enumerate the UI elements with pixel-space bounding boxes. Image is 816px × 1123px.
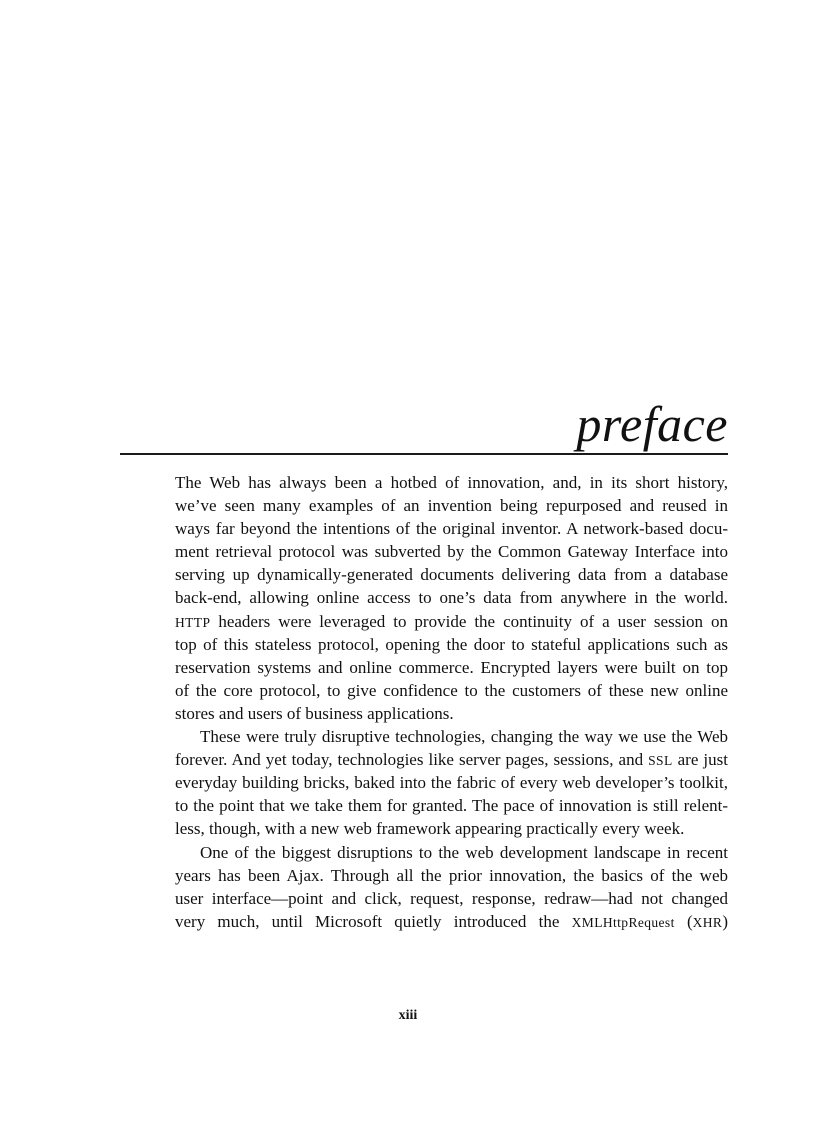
text-line: These were truly disruptive technologies, changing the way we use the Web xyxy=(200,727,728,747)
acronym: HTTP xyxy=(175,614,211,630)
text-line: back-end, allowing online access to one’s data from anywhere in the world. xyxy=(175,588,728,608)
text-line: HTTP headers were leveraged to provide the continuity of a user session on xyxy=(175,611,728,631)
body-text xyxy=(175,471,728,933)
text-line: years has been Ajax. Through all the prior innovation, the basics of the web xyxy=(175,865,728,885)
text-line: less, though, with a new web framework appearing practically every week. xyxy=(175,819,685,839)
text-line: serving up dynamically-generated documents delivering data from a database xyxy=(175,565,728,585)
text-line: top of this stateless protocol, opening the door to stateful applications such as xyxy=(175,634,728,654)
paragraph-1 xyxy=(175,471,728,725)
text-line: ment retrieval protocol was subverted by the Common Gateway Interface into xyxy=(175,542,728,562)
acronym: XHR xyxy=(692,914,723,930)
acronym: SSL xyxy=(648,753,673,769)
text-line: ways far beyond the intentions of the original inventor. A network-based docu- xyxy=(175,519,728,539)
text-line: forever. And yet today, technologies like server pages, sessions, and SSL are just xyxy=(175,750,728,770)
text-line: The Web has always been a hotbed of innovation, and, in its short history, xyxy=(175,473,728,492)
text-line: everyday building bricks, baked into the fabric of every web developer’s toolkit, xyxy=(175,773,728,793)
paragraph-2 xyxy=(175,725,728,840)
text-line: to the point that we take them for granted. The pace of innovation is still relent- xyxy=(175,796,728,816)
chapter-title: preface xyxy=(576,396,728,452)
paragraph-3 xyxy=(175,841,728,933)
chapter-title-rule xyxy=(120,453,728,455)
text-line: of the core protocol, to give confidence to the customers of these new online xyxy=(175,680,728,700)
text-line: user interface—point and click, request, response, redraw—had not changed xyxy=(175,888,728,908)
code-term: XMLHttpRequest xyxy=(571,914,675,930)
text-line: very much, until Microsoft quietly introduced the XMLHttpRequest (XHR) xyxy=(175,911,728,931)
text-line: One of the biggest disruptions to the web development landscape in recent xyxy=(200,842,728,862)
page-number: xiii xyxy=(398,1008,418,1023)
text-line: stores and users of business applications. xyxy=(175,703,454,723)
text-line: we’ve seen many examples of an invention being repurposed and reused in xyxy=(175,496,728,516)
text-line: reservation systems and online commerce. Encrypted layers were built on top xyxy=(175,657,728,677)
